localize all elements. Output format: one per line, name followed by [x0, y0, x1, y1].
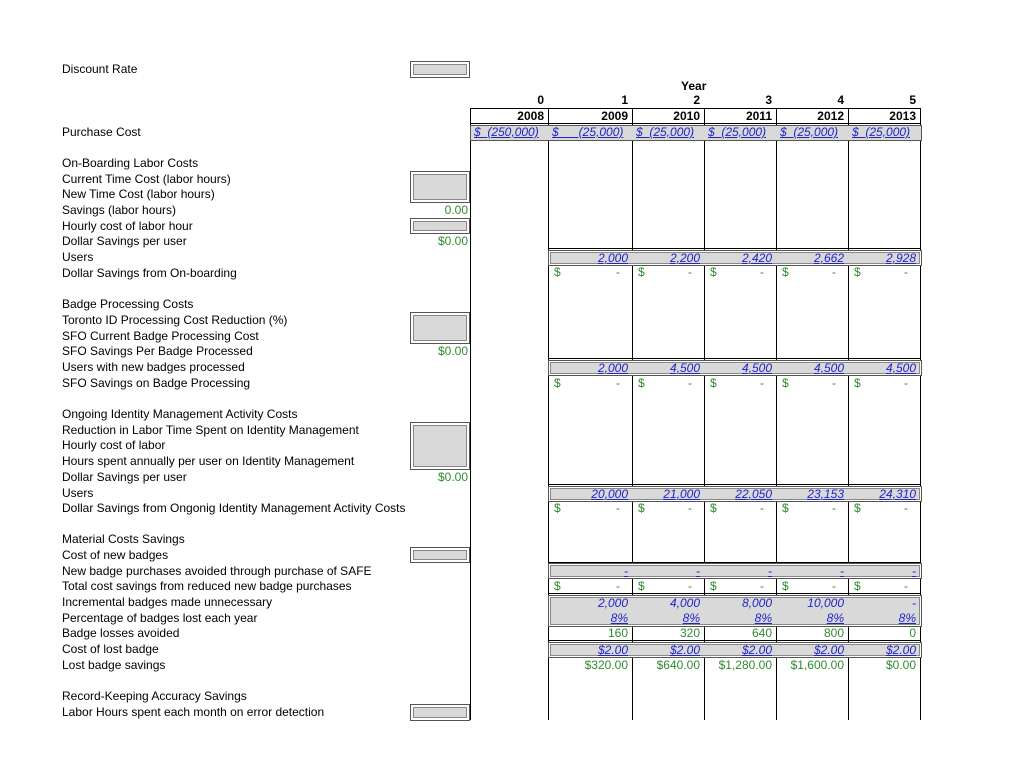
grid-line	[548, 108, 549, 720]
onboarding-savings-cell: -	[904, 265, 908, 279]
purchase-cost-cell[interactable]: $ (25,000)	[780, 125, 839, 139]
cost-lost-badge-cell[interactable]: $2.00	[885, 643, 916, 657]
lost-badge-savings-cell: $1,600.00	[790, 658, 844, 672]
users-cell[interactable]: 2,000	[597, 251, 628, 265]
badge-purchases-avoided-cell[interactable]: -	[768, 564, 772, 578]
dollar-sign: $	[638, 501, 645, 515]
purchase-cost-cell[interactable]: $ (25,000)	[852, 125, 911, 139]
users-cell[interactable]: 2,662	[813, 251, 844, 265]
lost-badge-savings-cell: $1,280.00	[718, 658, 772, 672]
lost-badge-savings-label: Lost badge savings	[62, 658, 166, 672]
year-index: 2	[693, 93, 700, 107]
badge-losses-avoided-cell: 800	[823, 626, 844, 640]
cost-new-badges-input[interactable]	[410, 547, 470, 563]
incremental-badges-cell[interactable]: 8,000	[741, 596, 772, 610]
reduction-labor-time-label: Reduction in Labor Time Spent on Identity Management	[62, 423, 359, 437]
badge-losses-avoided-cell: 160	[607, 626, 628, 640]
pct-badges-lost-cell[interactable]: 8%	[898, 611, 916, 625]
users-new-badges-cell[interactable]: 4,500	[669, 361, 700, 375]
purchase-cost-cell[interactable]: $ (25,000)	[708, 125, 767, 139]
identity-savings-cell: -	[832, 501, 836, 515]
grid-line	[704, 108, 705, 720]
grid-line	[470, 108, 471, 720]
users-2-cell[interactable]: 22,050	[735, 487, 772, 501]
grid-line	[632, 108, 633, 720]
current-time-cost-label: Current Time Cost (labor hours)	[62, 172, 231, 186]
users-new-badges-cell[interactable]: 4,500	[885, 361, 916, 375]
new-badge-purchases-avoided-label: New badge purchases avoided through purchase of SAFE	[62, 564, 372, 578]
year-label: 2009	[601, 109, 628, 123]
pct-badges-lost-cell[interactable]: 8%	[754, 611, 772, 625]
users-cell[interactable]: 2,200	[669, 251, 700, 265]
year-index: 0	[537, 93, 544, 107]
onboarding-savings-cell: -	[616, 265, 620, 279]
badge-purchases-avoided-cell[interactable]: -	[912, 564, 916, 578]
identity-savings-cell: -	[904, 501, 908, 515]
users-2-cell[interactable]: 24,310	[879, 487, 916, 501]
labor-hours-error-input[interactable]	[410, 704, 470, 721]
total-badge-savings-cell: -	[832, 579, 836, 593]
users-2-cell[interactable]: 20,000	[591, 487, 628, 501]
dollar-sign: $	[854, 376, 861, 390]
cost-lost-badge-cell[interactable]: $2.00	[813, 643, 844, 657]
year-label: 2012	[817, 109, 844, 123]
badge-purchases-avoided-cell[interactable]: -	[624, 564, 628, 578]
cost-lost-badge-label: Cost of lost badge	[62, 642, 159, 656]
sfo-savings-per-badge-label: SFO Savings Per Badge Processed	[62, 344, 253, 358]
identity-input[interactable]	[410, 422, 470, 470]
year-label: 2013	[889, 109, 916, 123]
dollar-sign: $	[854, 501, 861, 515]
total-badge-savings-cell: -	[760, 579, 764, 593]
cost-lost-badge-cell[interactable]: $2.00	[669, 643, 700, 657]
badge-processing-input[interactable]	[410, 312, 470, 344]
identity-section-title: Ongoing Identity Management Activity Costs	[62, 407, 298, 421]
badge-processing-savings-cell: -	[904, 376, 908, 390]
hours-spent-annually-label: Hours spent annually per user on Identity Management	[62, 454, 355, 468]
total-badge-savings-cell: -	[616, 579, 620, 593]
savings-labor-hours-value: 0.00	[444, 203, 468, 217]
year-index: 3	[765, 93, 772, 107]
purchase-cost-label: Purchase Cost	[62, 125, 141, 139]
pct-badges-lost-cell[interactable]: 8%	[610, 611, 628, 625]
pct-badges-lost-label: Percentage of badges lost each year	[62, 611, 258, 625]
dollar-savings-per-user-value: $0.00	[437, 234, 468, 248]
new-time-cost-label: New Time Cost (labor hours)	[62, 187, 215, 201]
discount-rate-input[interactable]	[410, 61, 470, 78]
onboarding-section-title: On-Boarding Labor Costs	[62, 156, 199, 170]
users-cell[interactable]: 2,928	[885, 251, 916, 265]
dollar-savings-identity-label: Dollar Savings from Ongonig Identity Management Activity Costs	[62, 501, 406, 515]
year-index: 1	[621, 93, 628, 107]
badge-processing-savings-cell: -	[688, 376, 692, 390]
purchase-cost-cell[interactable]: $ (250,000)	[474, 125, 539, 139]
sfo-current-cost-label: SFO Current Badge Processing Cost	[62, 329, 259, 343]
badge-processing-savings-cell: -	[616, 376, 620, 390]
incremental-badges-cell[interactable]: 4,000	[669, 596, 700, 610]
badge-processing-savings-cell: -	[832, 376, 836, 390]
users-2-cell[interactable]: 23,153	[807, 487, 844, 501]
incremental-badges-cell[interactable]: -	[912, 596, 916, 610]
users-cell[interactable]: 2,420	[741, 251, 772, 265]
dollar-savings-onboarding-label: Dollar Savings from On-boarding	[62, 266, 237, 280]
users-2-cell[interactable]: 21,000	[663, 487, 700, 501]
users-new-badges-cell[interactable]: 4,500	[741, 361, 772, 375]
incremental-badges-label: Incremental badges made unnecessary	[62, 595, 273, 609]
badge-losses-avoided-cell: 0	[909, 626, 916, 640]
lost-badge-savings-cell: $640.00	[656, 658, 700, 672]
material-section-title: Material Costs Savings	[62, 532, 185, 546]
badge-losses-avoided-cell: 320	[679, 626, 700, 640]
hourly-cost-labor-hour-label: Hourly cost of labor hour	[62, 219, 193, 233]
badge-section-title: Badge Processing Costs	[62, 297, 194, 311]
dollar-sign: $	[782, 265, 789, 279]
dollar-sign: $	[554, 376, 561, 390]
cost-lost-badge-cell[interactable]: $2.00	[741, 643, 772, 657]
grid-line	[548, 248, 921, 249]
purchase-cost-cell[interactable]: $ (25,000)	[636, 125, 695, 139]
total-cost-savings-badges-label: Total cost savings from reduced new badge purchases	[62, 579, 352, 593]
identity-savings-cell: -	[616, 501, 620, 515]
identity-savings-cell: -	[760, 501, 764, 515]
dollar-sign: $	[554, 265, 561, 279]
dollar-sign: $	[710, 501, 717, 515]
sfo-savings-badge-processing-label: SFO Savings on Badge Processing	[62, 376, 251, 390]
dollar-savings-per-user-label: Dollar Savings per user	[62, 234, 187, 248]
dollar-sign: $	[638, 579, 645, 593]
total-badge-savings-cell: -	[688, 579, 692, 593]
dollar-sign: $	[710, 265, 717, 279]
lost-badge-savings-cell: $320.00	[584, 658, 628, 672]
grid-line	[548, 593, 921, 594]
year-label: 2008	[517, 109, 544, 123]
badge-purchases-avoided-cell[interactable]: -	[696, 564, 700, 578]
onboarding-savings-cell: -	[832, 265, 836, 279]
record-section-title: Record-Keeping Accuracy Savings	[62, 689, 247, 703]
purchase-cost-cell[interactable]: $ (25,000)	[552, 125, 624, 139]
grid-line	[548, 640, 921, 641]
pct-badges-lost-cell[interactable]: 8%	[826, 611, 844, 625]
dollar-sign: $	[782, 376, 789, 390]
year-header: Year	[681, 79, 707, 93]
users-new-badges-cell[interactable]: 2,000	[597, 361, 628, 375]
grid-line	[920, 108, 921, 720]
cost-new-badges-label: Cost of new badges	[62, 548, 169, 562]
year-index: 4	[837, 93, 844, 107]
dollar-savings-per-user-2-label: Dollar Savings per user	[62, 470, 187, 484]
dollar-sign: $	[638, 265, 645, 279]
year-index: 5	[909, 93, 916, 107]
dollar-sign: $	[638, 376, 645, 390]
incremental-badges-cell[interactable]: 10,000	[807, 596, 844, 610]
badge-purchases-avoided-cell[interactable]: -	[840, 564, 844, 578]
dollar-sign: $	[710, 376, 717, 390]
hourly-cost-input[interactable]	[410, 218, 470, 234]
savings-labor-hours-label: Savings (labor hours)	[62, 203, 177, 217]
onboarding-savings-cell: -	[688, 265, 692, 279]
dollar-sign: $	[782, 579, 789, 593]
dollar-sign: $	[854, 265, 861, 279]
sfo-savings-per-badge-value: $0.00	[437, 344, 468, 358]
pct-badges-lost-cell[interactable]: 8%	[682, 611, 700, 625]
badge-losses-avoided-cell: 640	[751, 626, 772, 640]
discount-rate-label: Discount Rate	[62, 62, 138, 76]
badge-losses-avoided-label: Badge losses avoided	[62, 626, 180, 640]
dollar-sign: $	[710, 579, 717, 593]
badge-processing-savings-cell: -	[760, 376, 764, 390]
dollar-sign: $	[854, 579, 861, 593]
time-cost-input[interactable]	[410, 171, 470, 203]
dollar-sign: $	[554, 501, 561, 515]
incremental-badges-cell[interactable]: 2,000	[597, 596, 628, 610]
identity-savings-cell: -	[688, 501, 692, 515]
grid-line	[776, 108, 777, 720]
toronto-reduction-label: Toronto ID Processing Cost Reduction (%)	[62, 313, 288, 327]
grid-line	[548, 484, 921, 485]
hourly-cost-labor-label: Hourly cost of labor	[62, 438, 166, 452]
onboarding-savings-cell: -	[760, 265, 764, 279]
labor-hours-error-label: Labor Hours spent each month on error detection	[62, 705, 325, 719]
total-badge-savings-cell: -	[904, 579, 908, 593]
dollar-sign: $	[554, 579, 561, 593]
year-label: 2010	[673, 109, 700, 123]
cost-lost-badge-cell[interactable]: $2.00	[597, 643, 628, 657]
users-2-label: Users	[62, 486, 94, 500]
users-new-badges-label: Users with new badges processed	[62, 360, 245, 374]
dollar-savings-per-user-2-value: $0.00	[437, 470, 468, 484]
grid-line	[548, 358, 921, 359]
users-label: Users	[62, 250, 94, 264]
lost-badge-savings-cell: $0.00	[885, 658, 916, 672]
grid-line	[470, 123, 921, 124]
grid-line	[848, 108, 849, 720]
dollar-sign: $	[782, 501, 789, 515]
users-new-badges-cell[interactable]: 4,500	[813, 361, 844, 375]
year-label: 2011	[745, 109, 772, 123]
